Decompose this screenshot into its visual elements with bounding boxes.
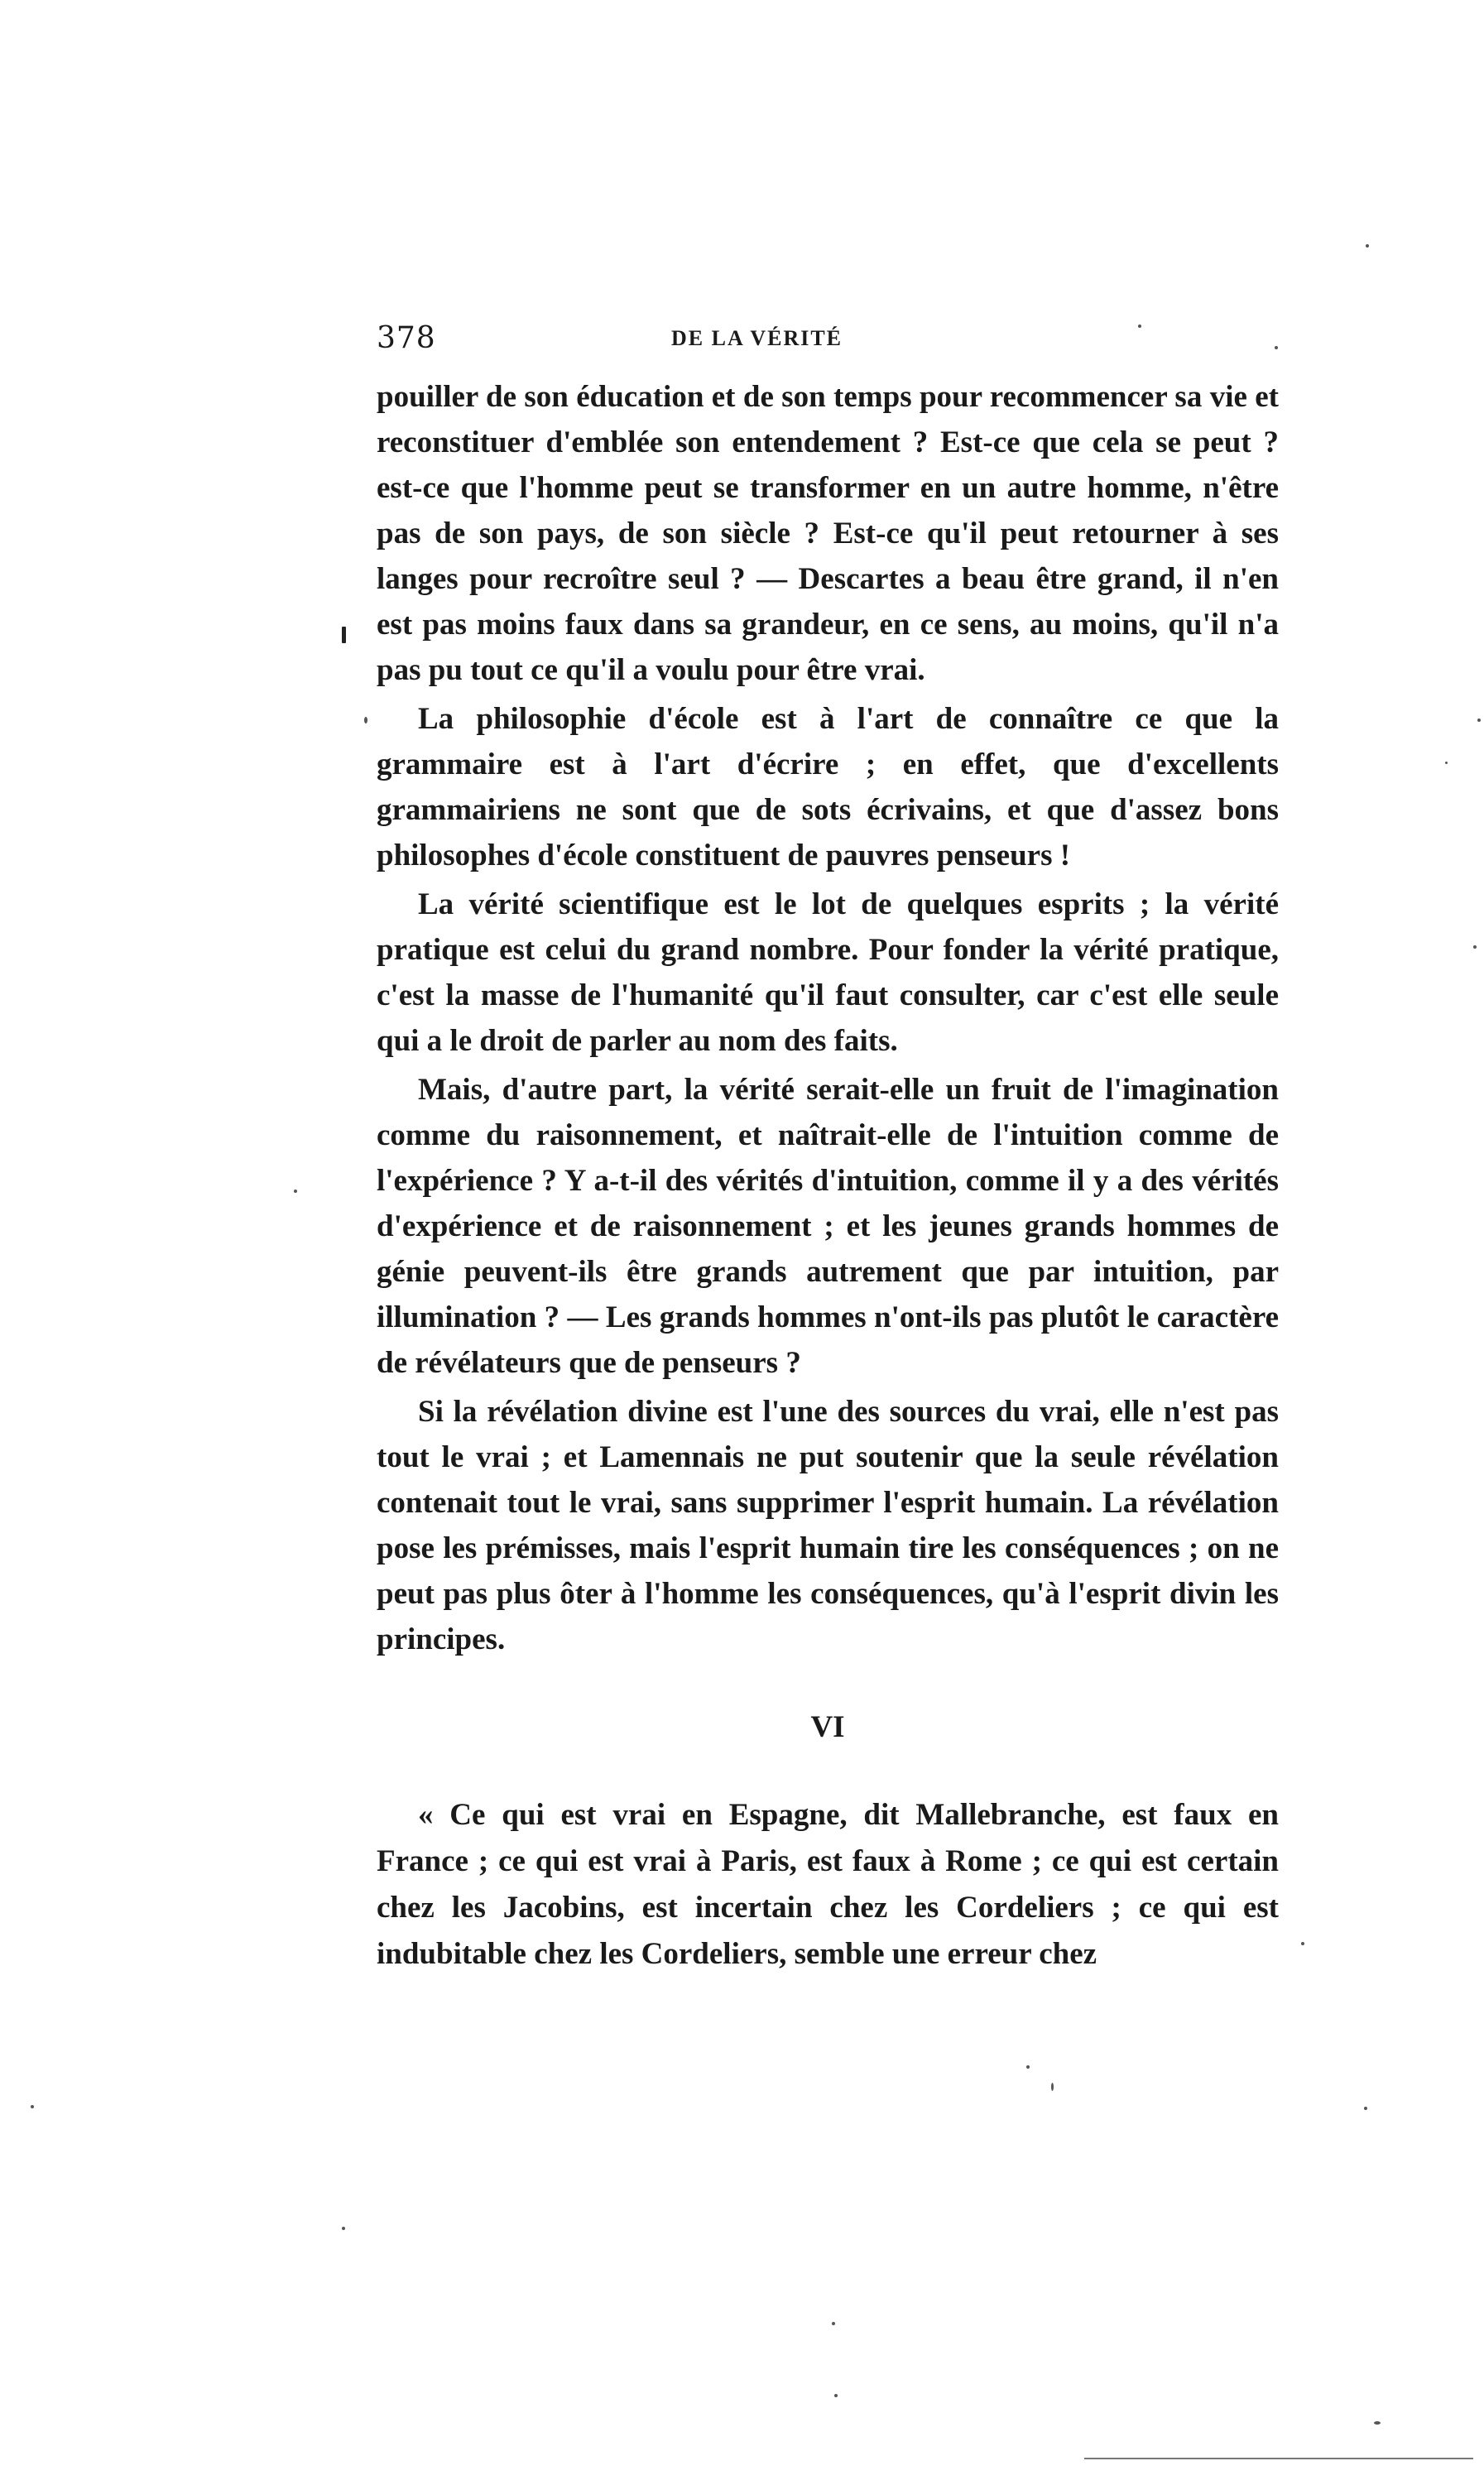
section-text: [377, 1792, 1279, 1978]
scan-speck: [1477, 719, 1481, 722]
scan-speck: [294, 1190, 297, 1193]
paragraph: Mais, d'autre part, la vérité serait-elle un fruit de l'imagination comme du raisonnement, et naîtrait-elle de l'intuition comme de l'expérience ? Y a-t-il des vérités d'intuition, comme il y a des vérités d'expérience et de raisonnement ; et les jeunes grands hommes de génie peuvent-ils être grands autrement que par intuition, par illumination ? — Les grands hommes n'ont-ils pas plutôt le caractère de révélateurs que de penseurs ?: [377, 1073, 1279, 1380]
scan-speck: [1473, 945, 1477, 949]
page-number: 378: [377, 321, 436, 355]
scan-speck: [1301, 1942, 1304, 1945]
paragraph: Si la révélation divine est l'une des sources du vrai, elle n'est pas tout le vrai ; et Lamennais ne put soutenir que la seule révélation contenait tout le vrai, sans supprimer l'esprit humain. La révélation pose les prémisses, mais l'esprit humain tire les conséquences ; on ne peut pas plus ôter à l'homme les conséquences, qu'à l'esprit divin les principes.: [377, 1395, 1279, 1656]
scan-speck: [832, 2322, 835, 2325]
scan-speck: [342, 627, 346, 643]
scan-speck: [1366, 244, 1369, 248]
main-text: [377, 374, 1279, 1662]
scan-speck: [1445, 762, 1448, 764]
paragraph: « Ce qui est vrai en Espagne, dit Mallebranche, est faux en France ; ce qui est vrai à Paris, est faux à Rome ; ce qui est certain chez les Jacobins, est incertain chez les Cordeliers ; ce qui est indubitable chez les Cordeliers, semble une erreur chez: [377, 1798, 1279, 1971]
section-heading: VI: [810, 1710, 845, 1744]
running-head: DE LA VÉRITÉ: [671, 326, 843, 350]
scan-speck: [342, 2227, 345, 2230]
scan-speck: [364, 717, 367, 723]
paragraph: La vérité scientifique est le lot de quelques esprits ; la vérité pratique est celui du grand nombre. Pour fonder la vérité pratique, c'est la masse de l'humanité qu'il faut consulter, car c'est elle seule qui a le droit de parler au nom des faits.: [377, 887, 1279, 1058]
page-header: [377, 321, 1279, 363]
scan-speck: [1275, 346, 1278, 349]
scan-speck: [1364, 2107, 1367, 2110]
scan-speck: [31, 2105, 34, 2108]
scan-speck: [1026, 2065, 1030, 2069]
scan-speck: [834, 2394, 838, 2397]
scan-edge-line: [1084, 2458, 1473, 2459]
paragraph-continued: pouiller de son éducation et de son temps pour recommencer sa vie et reconstituer d'emblée son entendement ? Est-ce que cela se peut ? est-ce que l'homme peut se transformer en un autre homme, n'être pas de son pays, de son siècle ? Est-ce qu'il peut retourner à ses langes pour recroître seul ? — Descartes a beau être grand, il n'en est pas moins faux dans sa grandeur, en ce sens, au moins, qu'il n'a pas pu tout ce qu'il a voulu pour être vrai.: [377, 380, 1279, 687]
paragraph: La philosophie d'école est à l'art de connaître ce que la grammaire est à l'art d'écrire ; en effet, que d'excellents grammairiens ne sont que de sots écrivains, et que d'assez bons philosophes d'école constituent de pauvres penseurs !: [377, 702, 1279, 872]
scan-speck: [1138, 324, 1141, 328]
scan-speck: [1051, 2083, 1054, 2091]
scan-speck: [1374, 2421, 1381, 2425]
